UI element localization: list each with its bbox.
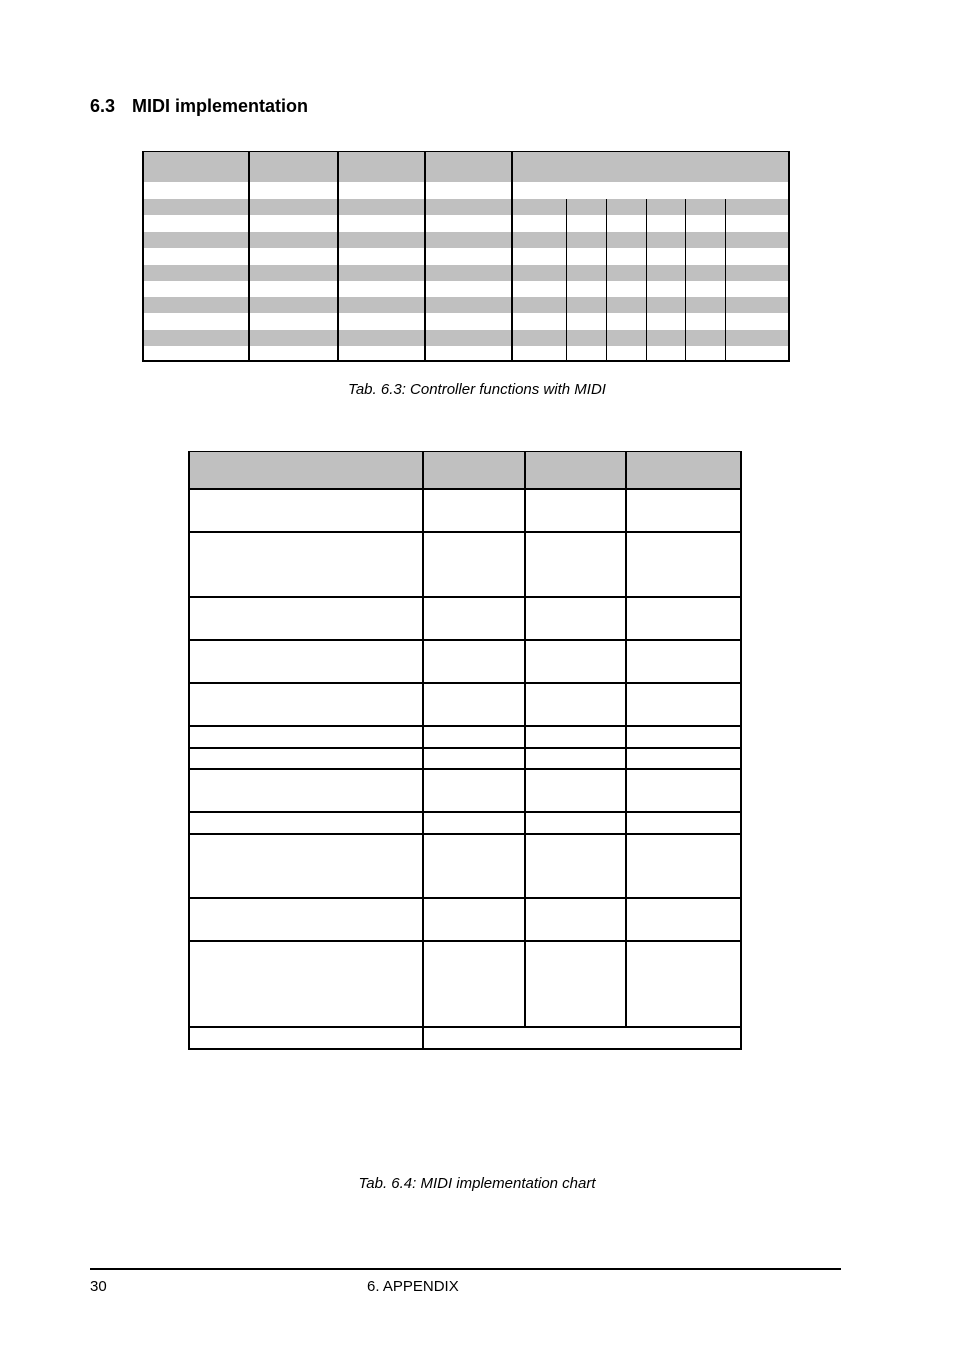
table-column-divider xyxy=(424,151,426,362)
table-row xyxy=(142,232,790,248)
table-header-row xyxy=(188,451,742,489)
table-row-divider xyxy=(188,682,742,684)
table-row xyxy=(142,297,790,313)
table-subcolumn-divider xyxy=(566,199,567,362)
table-column-divider xyxy=(422,451,424,1050)
table-row xyxy=(142,265,790,281)
table-row-divider xyxy=(188,531,742,533)
table-row-divider xyxy=(188,940,742,942)
table-caption-implementation: Tab. 6.4: MIDI implementation chart xyxy=(358,1175,596,1192)
chapter-label: 6. APPENDIX xyxy=(367,1278,459,1295)
table-row-divider xyxy=(188,725,742,727)
table-row-divider xyxy=(188,488,742,490)
table-header-row xyxy=(142,151,790,182)
table-row-divider xyxy=(188,811,742,813)
section-number: 6.3 xyxy=(90,96,116,116)
page-number: 30 xyxy=(90,1278,107,1295)
section-title: MIDI implementation xyxy=(132,96,309,116)
table-subcolumn-divider xyxy=(606,199,607,362)
table-column-divider xyxy=(248,151,250,362)
table-subcolumn-divider xyxy=(646,199,647,362)
table-column-divider xyxy=(511,151,513,362)
table-caption-controller: Tab. 6.3: Controller functions with MIDI xyxy=(348,381,606,398)
table-border-right xyxy=(740,451,742,1050)
table-column-divider xyxy=(337,151,339,362)
table-row-divider xyxy=(188,833,742,835)
table-row-divider xyxy=(188,768,742,770)
table-row-divider xyxy=(188,897,742,899)
table-border-top xyxy=(142,151,790,152)
table-row xyxy=(142,199,790,215)
section-heading xyxy=(90,96,308,117)
table-row-divider xyxy=(188,639,742,641)
table-row xyxy=(142,330,790,346)
table-row-divider xyxy=(188,596,742,598)
table-subcolumn-divider xyxy=(685,199,686,362)
table-row-divider xyxy=(188,1026,742,1028)
footer-rule xyxy=(90,1268,841,1270)
table-border-bottom xyxy=(188,1048,742,1050)
table-subcolumn-divider xyxy=(725,199,726,362)
table-row-divider xyxy=(188,747,742,749)
table-border-left xyxy=(188,451,190,1050)
table-border-top xyxy=(188,451,742,452)
table-border-right xyxy=(788,151,790,362)
table-border-bottom xyxy=(142,360,790,362)
midi-implementation-chart xyxy=(188,451,742,1050)
controller-functions-table xyxy=(142,151,790,362)
table-border-left xyxy=(142,151,144,362)
